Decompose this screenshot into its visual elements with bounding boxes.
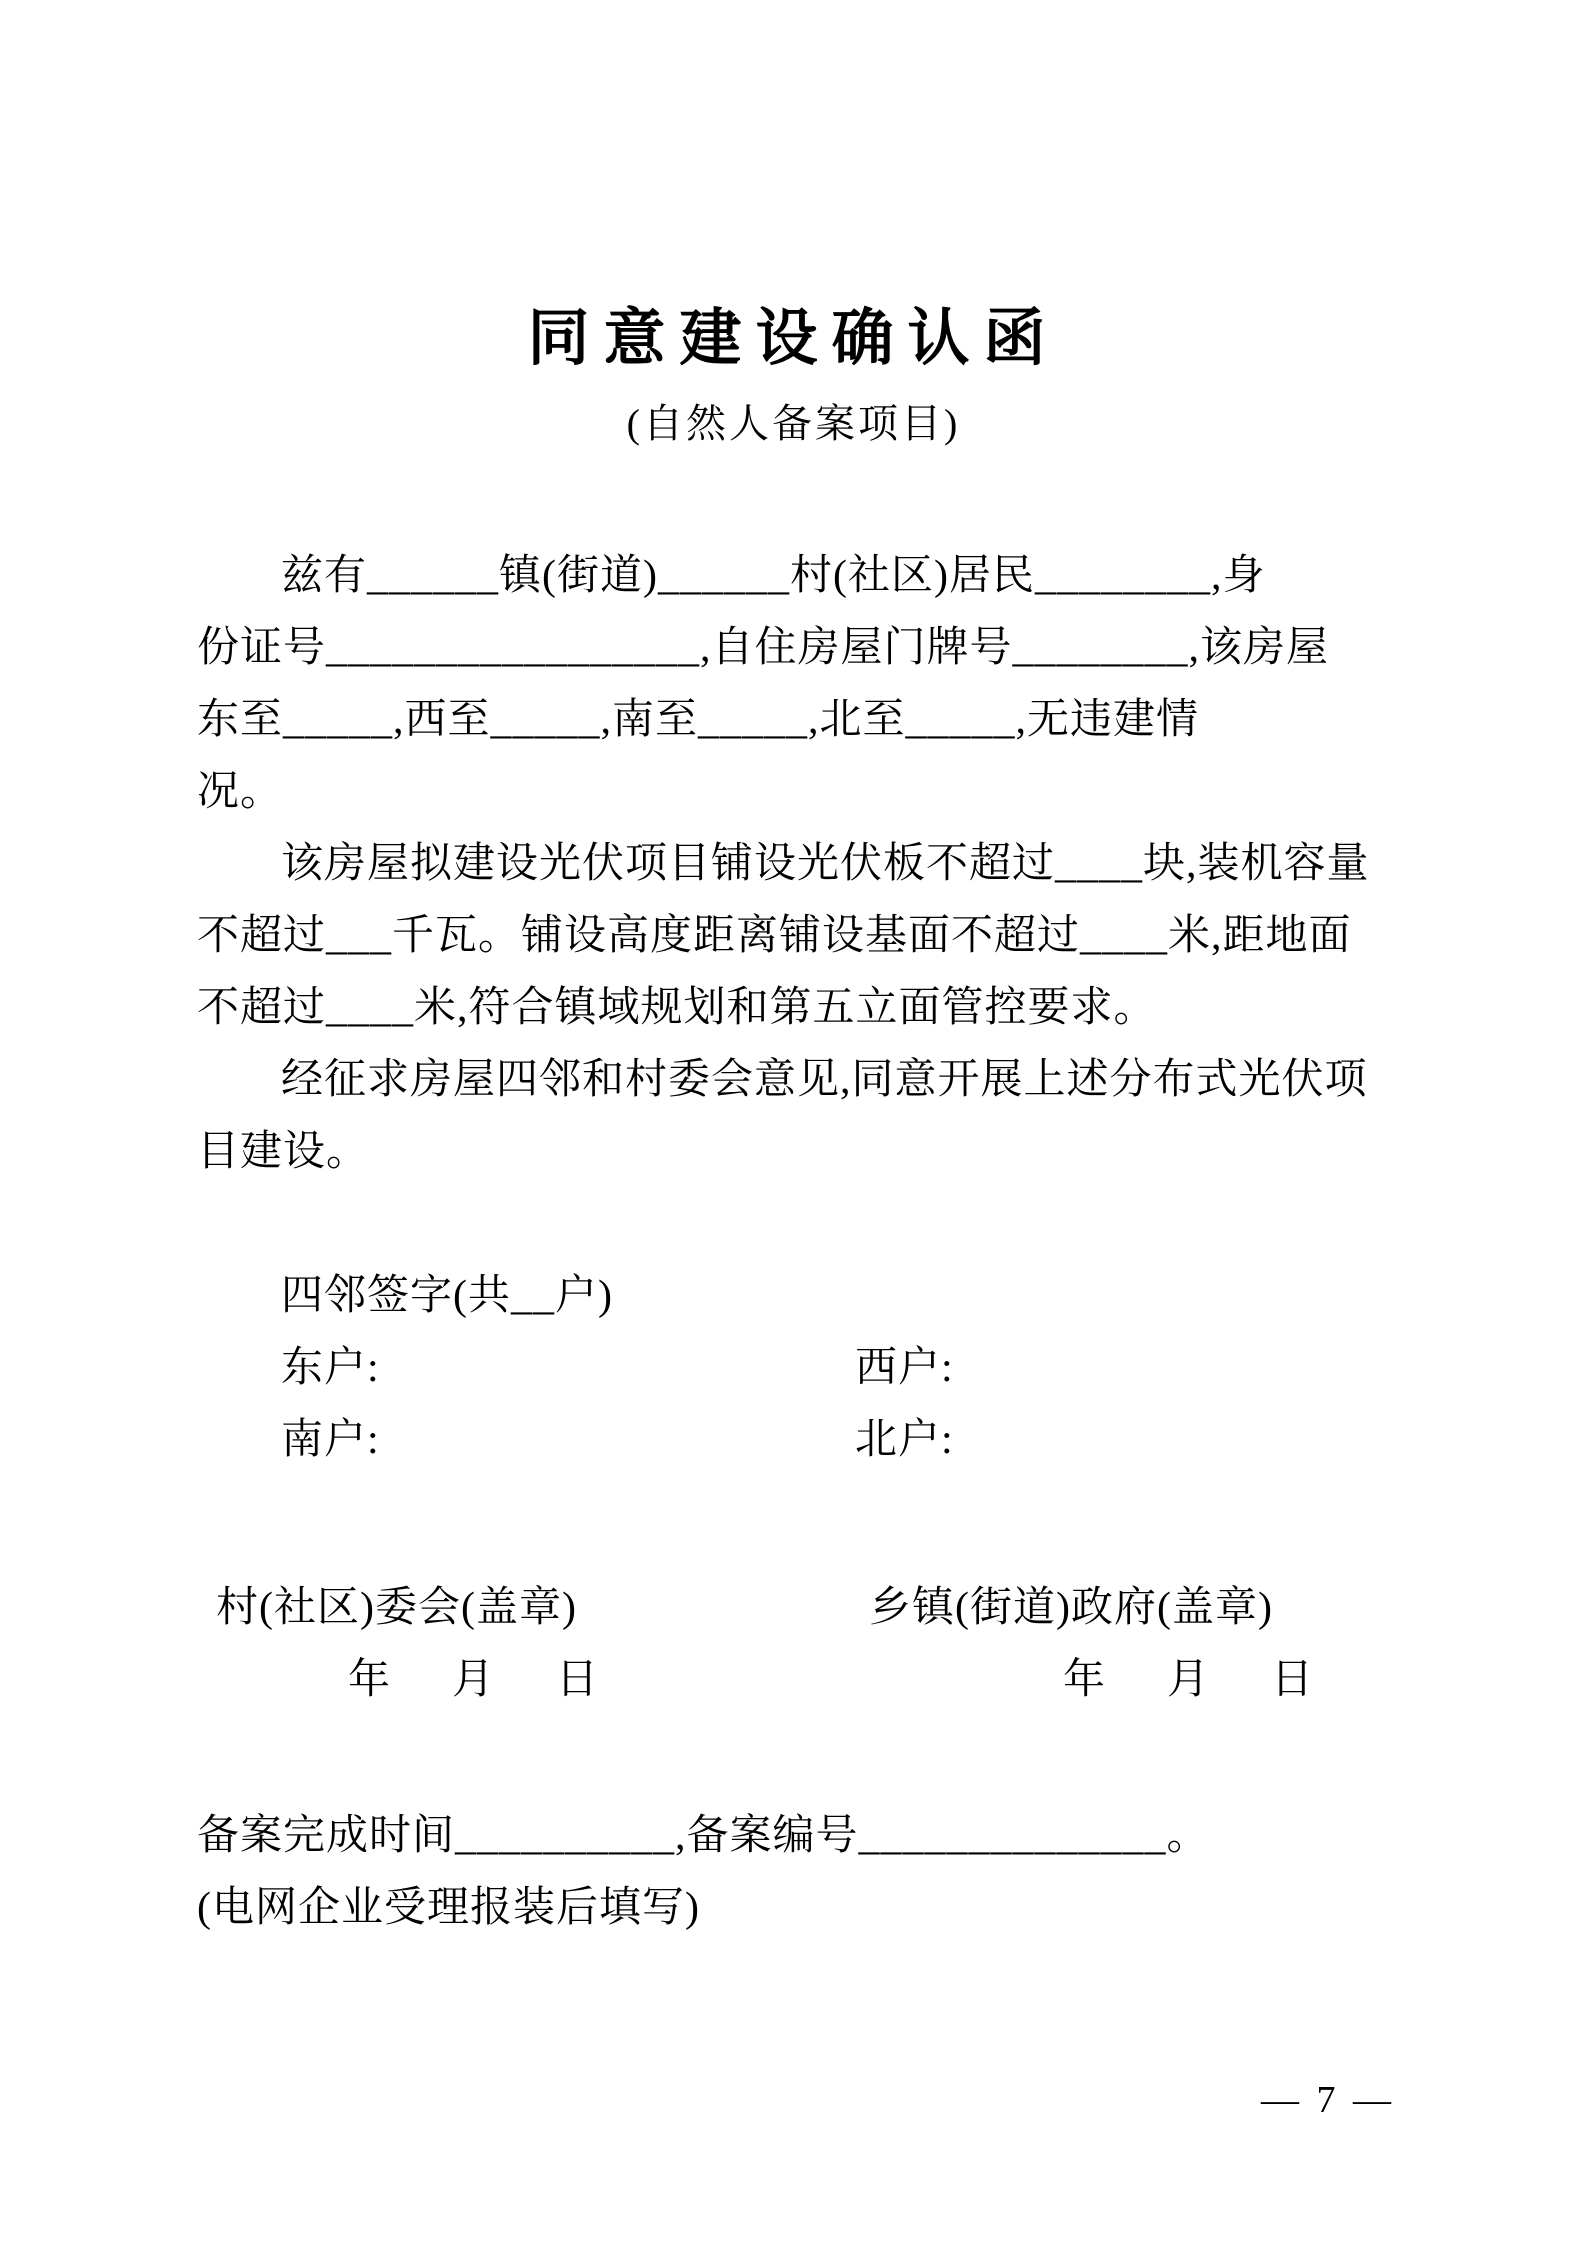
- para3-line2: 目建设。: [197, 1129, 370, 1175]
- para1-line2: 份证号_________________,自住房屋门牌号________,该房屋: [197, 625, 1330, 671]
- village-committee-stamp-label: 村(社区)委会(盖章): [216, 1585, 577, 1631]
- para2-line2: 不超过___千瓦。铺设高度距离铺设基面不超过____米,距地面: [197, 913, 1352, 959]
- page-number: — 7 —: [1261, 2079, 1395, 2121]
- filing-line: 备案完成时间__________,备案编号______________。: [197, 1813, 1210, 1859]
- blank-line: [197, 1188, 1397, 1260]
- east-household-label: 东户:: [281, 1345, 380, 1391]
- village-date-line: 年 月 日: [348, 1657, 609, 1703]
- paragraph-consent: [197, 1044, 1397, 1188]
- stamp-section: [197, 1572, 1397, 1716]
- document-title: 同意建设确认函: [527, 305, 1060, 373]
- blank-line: [197, 1476, 1397, 1572]
- para1-line1: 兹有______镇(街道)______村(社区)居民________,身: [281, 553, 1266, 599]
- south-household-label: 南户:: [281, 1417, 380, 1463]
- para3-line1: 经征求房屋四邻和村委会意见,同意开展上述分布式光伏项: [281, 1057, 1368, 1103]
- document-body: [197, 540, 1397, 1944]
- neighbor-row-east-west: [197, 1332, 1397, 1404]
- document-subtitle: (自然人备案项目): [626, 401, 961, 446]
- para1-line4: 况。: [197, 769, 284, 815]
- para2-line3: 不超过____米,符合镇域规划和第五立面管控要求。: [197, 985, 1157, 1031]
- paragraph-pv-specs: [197, 828, 1397, 1044]
- filing-section: [197, 1800, 1397, 1944]
- filing-note: (电网企业受理报装后填写): [197, 1885, 700, 1931]
- township-government-stamp-label: 乡镇(街道)政府(盖章): [869, 1585, 1273, 1631]
- north-household-label: 北户:: [855, 1417, 954, 1463]
- para2-line1: 该房屋拟建设光伏项目铺设光伏板不超过____块,装机容量: [281, 841, 1370, 887]
- para1-line3: 东至_____,西至_____,南至_____,北至_____,无违建情: [197, 697, 1200, 743]
- stamp-row: [197, 1572, 1397, 1644]
- neighbor-row-south-north: [197, 1404, 1397, 1476]
- blank-line: [197, 1716, 1397, 1800]
- neighbor-signature-section: [197, 1260, 1397, 1476]
- stamp-date-row: [197, 1644, 1397, 1716]
- township-date-line: 年 月 日: [1063, 1657, 1324, 1703]
- paragraph-resident-info: [197, 540, 1397, 828]
- neighbor-signature-heading: 四邻签字(共__户): [281, 1273, 613, 1319]
- west-household-label: 西户:: [855, 1345, 954, 1391]
